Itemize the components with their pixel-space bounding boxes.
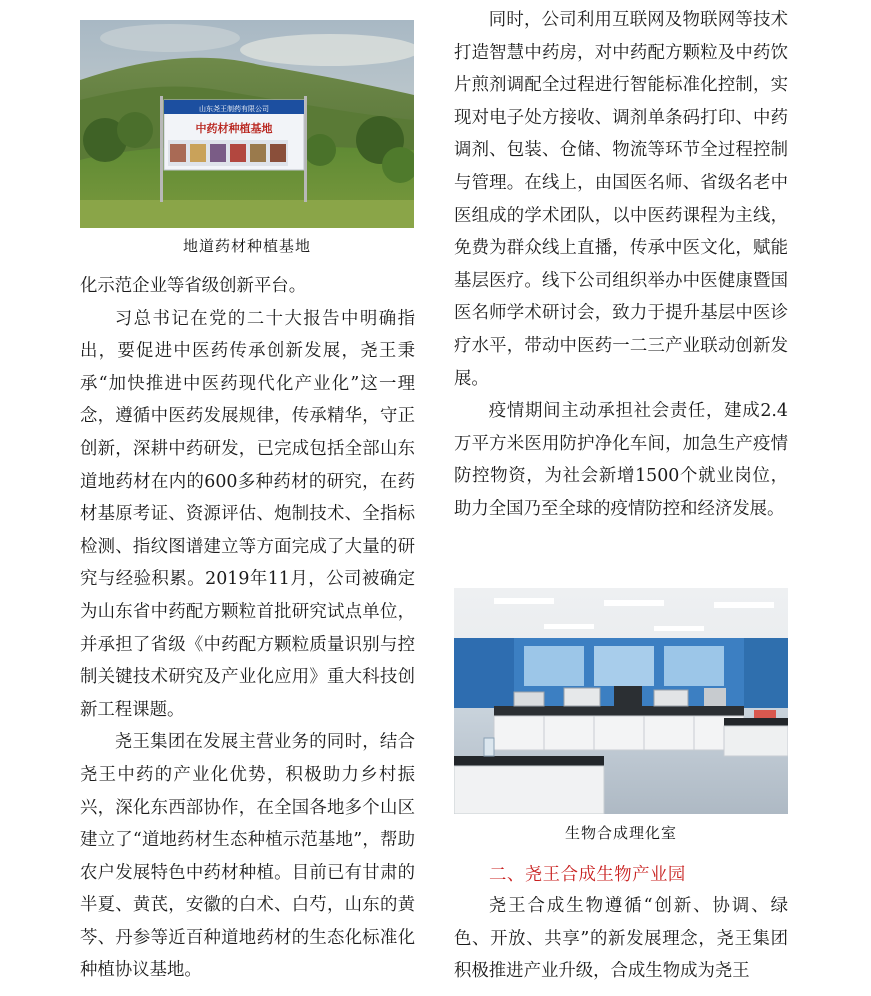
paragraph: 化示范企业等省级创新平台。 [80,276,307,296]
lab-photo [454,588,788,814]
paragraph: 尧王合成生物遵循“创新、协调、绿色、开放、共享”的新发展理念，尧王集团积极推进产业升级，合成生物成为尧王 [454,896,788,982]
right-column-body [454,4,788,526]
sign-title: 中药材种植基地 [195,122,273,135]
right-column-bottom-body [454,890,788,988]
lab-photo-caption: 生物合成理化室 [564,824,677,842]
paragraph: 疫情期间主动承担社会责任，建成2.4万平方米医用防护净化车间，加急生产疫情防控物资，为社会新增1500个就业岗位，助力全国乃至全球的疫情防控和经济发展。 [454,401,788,519]
paragraph: 同时，公司利用互联网及物联网等技术打造智慧中药房，对中药配方颗粒及中药饮片煎剂调配全过程进行智能标准化控制，实现对电子处方接收、调剂单条码打印、中药调剂、包装、仓储、物流等环节全过程控制与管理。在线上，由国医名师、省级名老中医组成的学术团队，以中医药课程为主线，免费为群众线上直播，传承中医文化，赋能基层医疗。线下公司组织举办中医健康暨国医名师学术研讨会，致力于提升基层中医诊疗水平，带动中医药一二三产业联动创新发展。 [454,10,788,389]
plantation-photo-caption: 地道药材种植基地 [182,237,311,255]
paragraph: 习总书记在党的二十大报告中明确指出，要促进中医药传承创新发展，尧王秉承“加快推进中医药现代化产业化”这一理念，遵循中医药发展规律，传承精华，守正创新，深耕中药研发，已完成包括全部山东道地药材在内的600多种药材的研究，在药材基原考证、资源评估、炮制技术、全指标检测、指纹图谱建立等方面完成了大量的研究与经验积累。2019年11月，公司被确定为山东省中药配方颗粒首批研究试点单位，并承担了省级《中药配方颗粒质量识别与控制关键技术研究及产业化应用》重大科技创新工程课题。 [80,308,415,720]
section-heading: 二、尧王合成生物产业园 [489,865,686,885]
sign-company-name: 山东尧王制药有限公司 [199,106,269,113]
plantation-photo [80,20,414,228]
paragraph: 尧王集团在发展主营业务的同时，结合尧王中药的产业化优势，积极助力乡村振兴，深化东西部协作，在全国各地多个山区建立了“道地药材生态种植示范基地”，帮助农户发展特色中药材种植。目前已有甘肃的半夏、黄芪，安徽的白术、白芍，山东的黄芩、丹参等近百种道地药材的生态化标准化种植协议基地。 [80,732,415,981]
left-column-body [80,270,415,987]
